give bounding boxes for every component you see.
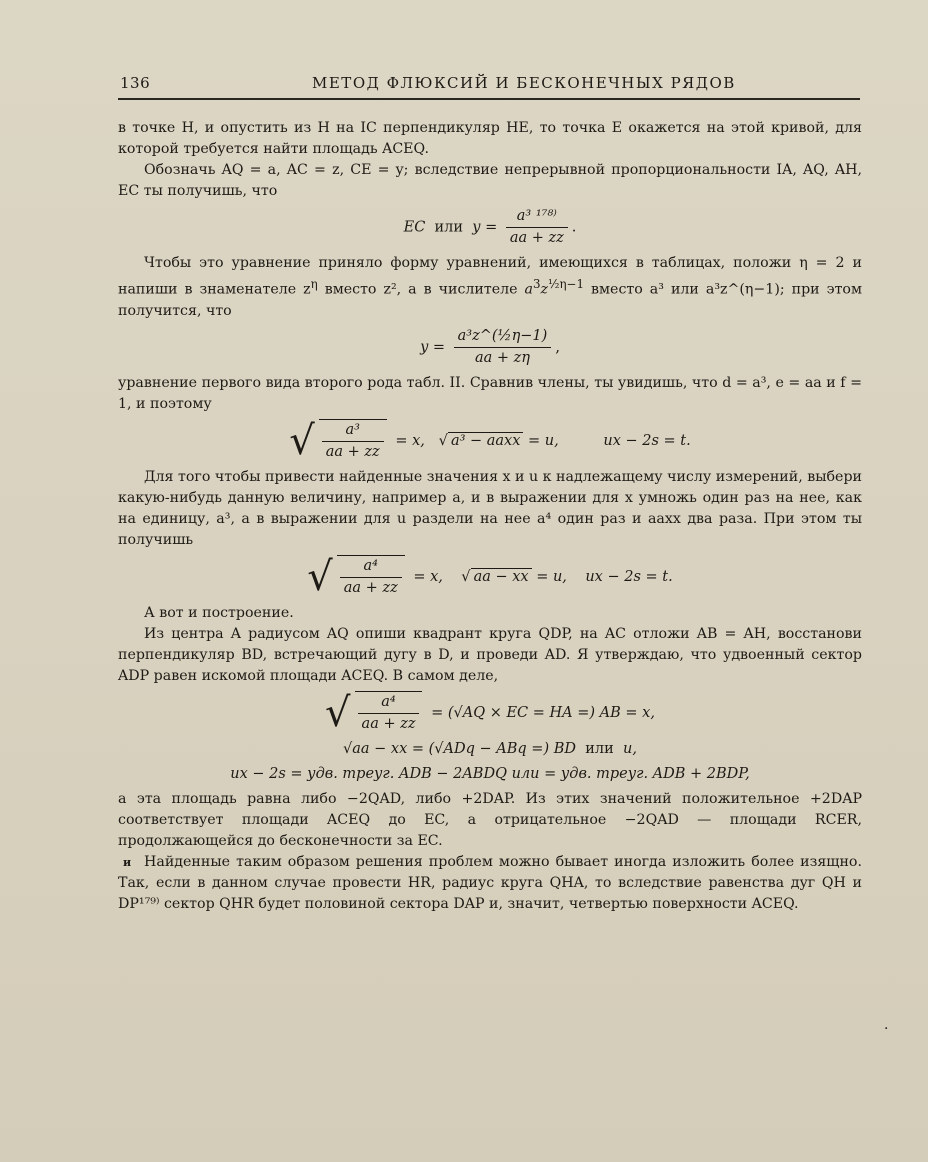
equation-1: EC или y = $\frac{\text{a³ ¹⁷⁸⁾}}{aa + zz}$ . [403, 208, 577, 246]
equation-7: ux − 2s = удв. треуг. ADB − 2ABDQ или = удв. треуг. ADB + 2BDP, [230, 765, 750, 782]
paragraph-1: в точке H, и опустить из H на IC перпендикуляр HE, то точка E окажется на этой кривой, для которой требуется найти площадь ACEQ. [118, 120, 862, 157]
equation-2: y = $\frac{\text{a³z\textasciicircum{}(½η−1)}}{aa + z\eta}$ , [420, 327, 560, 366]
equation-5: √ $\frac{\text{a⁴}}{aa + zz}$ = (√AQ × EC = HA =) AB = x, [325, 689, 655, 736]
equation-3: √ $\frac{\text{a³}}{aa + zz}$ = x, √ a³ − aaxx = u, ux − 2s = t. [289, 417, 691, 464]
paragraph-7: Из центра A радиусом AQ опиши квадрант круга QDP, на AC отложи AB = AH, восстанови перпендикуляр BD, встречающий дугу в D, и проведи AD. Я утверждаю, что удвоенный сектор ADP равен искомой площади ACEQ. В самом деле, [118, 625, 862, 684]
page-number: 136 [120, 74, 151, 92]
paragraph-2: Обозначь AQ = a, AC = z, CE = y; вследствие непрерывной пропорциональности IA, AQ, AH, EC ты получишь, что [118, 162, 862, 199]
paragraph-6: А вот и построение. [144, 604, 294, 621]
paragraph-9: Найденные таким образом решения проблем можно бывает иногда изложить более изящно. Так, если в данном случае провести HR, радиус круга QHA, то вследствие равенства дуг QH и DP¹⁷⁹⁾ сектор QHR будет половиной сектора DAP и, значит, четвертью поверхности ACEQ. [118, 853, 862, 912]
paragraph-4: уравнение первого вида второго рода табл. II. Сравнив члены, ты увидишь, что d = a³, e = aa и f = 1, и поэтому [118, 374, 862, 412]
paragraph-8: а эта площадь равна либо −2QAD, либо +2DAP. Из этих значений положительное +2DAP соответствует площади ACEQ до EC, а отрицательное −2QAD — площади RCER, продолжающейся до бесконечности за EC. [118, 790, 862, 849]
stray-dot: · [884, 1021, 889, 1037]
running-title: МЕТОД ФЛЮКСИЙ И БЕСКОНЕЧНЫХ РЯДОВ [312, 74, 736, 92]
margin-mark: и [123, 856, 132, 869]
paragraph-5: Для того чтобы привести найденные значения x и u к надлежащему числу измерений, выбери какую-нибудь данную величину, например a, и в выражении для x умножь один раз на нее, как на единицу, a³, а в выражении для u раздели на нее a⁴ один раз и aaxx два раза. При этом ты получишь [118, 468, 862, 548]
page-body [118, 118, 862, 915]
equation-6: √aa − xx = (√ADq − ABq =) BD или u, [343, 740, 637, 757]
header-rule [118, 98, 860, 100]
equation-4: √ $\frac{\text{a⁴}}{aa + zz}$ = x, √ aa − xx = u, ux − 2s = t. [307, 553, 673, 600]
paragraph-3: Чтобы это уравнение приняло форму уравнений, имеющихся в таблицах, положи η = 2 и напиши в знаменателе $z^\eta$ вместо z², а в числителе $a^3z^{\frac{1}{2}\eta-1}$ вместо a³ или a³z^(η−1); при этом получится, что [118, 255, 863, 319]
